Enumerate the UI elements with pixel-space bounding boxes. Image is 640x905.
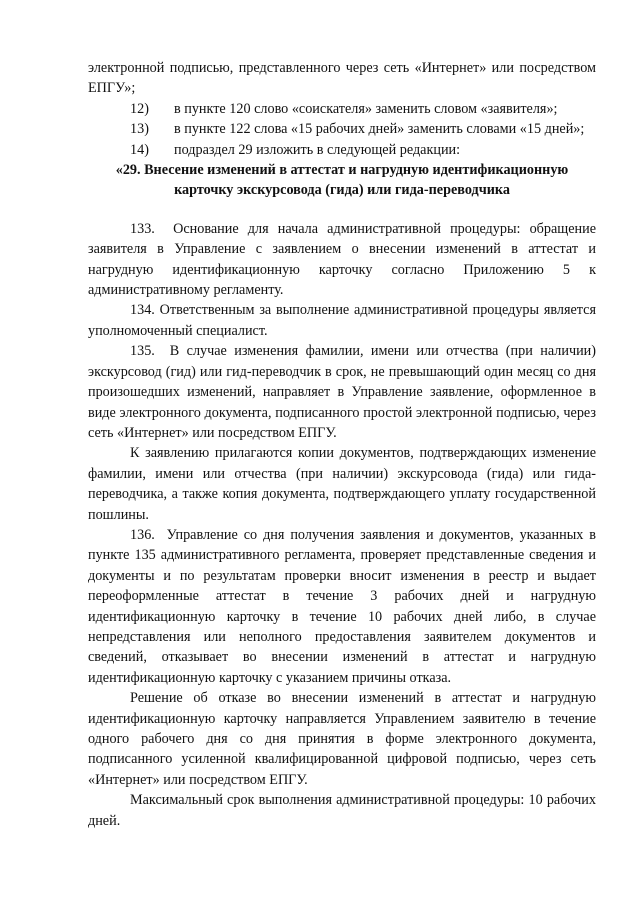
section-title-text: «29. Внесение изменений в аттестат и нагрудную идентификационную карточку экскурсовода (гида) или гида-переводчика <box>115 162 569 199</box>
list-item-number: 14) <box>130 141 149 158</box>
paragraph-134: 134. Ответственным за выполнение административной процедуры является уполномоченный специалист. <box>88 302 596 339</box>
list-item-13 <box>88 119 596 139</box>
list-item-text: в пункте 122 слова «15 рабочих дней» заменить словами «15 дней»; <box>174 121 585 138</box>
list-item-number: 13) <box>130 121 149 138</box>
paragraph-133: 133. Основание для начала административной процедуры: обращение заявителя в Управление с заявлением о внесении изменений в аттестат и нагрудную идентификационную карточку согласно Приложению 5 к административному регламенту. <box>88 220 596 299</box>
list-item-text: подраздел 29 изложить в следующей редакции: <box>174 141 461 158</box>
list-item-12 <box>88 99 596 119</box>
document-page <box>88 58 596 831</box>
paragraph-136: 136. Управление со дня получения заявления и документов, указанных в пункте 135 административного регламента, проверяет представленные сведения и документы и по результатам проверки вносит изменения в реестр и выдает переоформленные аттестат в течение 3 рабочих дней и нагрудную идентификационную карточку в течение 10 рабочих дней либо, в случае непредставления или неполного предоставления заявителем документов и сведений, отказывает во внесении изменений в аттестат и нагрудную идентификационную карточку с указанием причины отказа. <box>88 526 596 686</box>
paragraph-135: 135. В случае изменения фамилии, имени или отчества (при наличии) экскурсовод (гид) или гид-переводчик в срок, не превышающий один месяц со дня произошедших изменений, направляет в Управление заявление, оформленное в виде электронного документа, подписанного простой электронной подписью, через сеть «Интернет» или посредством ЕПГУ. <box>88 343 596 441</box>
paragraph-refusal-decision: Решение об отказе во внесении изменений в аттестат и нагрудную идентификационную карточку направляется Управлением заявителю в течение одного рабочего дня со дня принятия в форме электронного документа, подписанного усиленной квалифицированной цифровой подписью, через сеть «Интернет» или посредством ЕПГУ. <box>88 690 596 788</box>
paragraph-max-duration: Максимальный срок выполнения административной процедуры: 10 рабочих дней. <box>88 792 596 829</box>
list-item-14 <box>88 140 596 160</box>
list-item-text: в пункте 120 слово «соискателя» заменить словом «заявителя»; <box>174 100 558 117</box>
paragraph-135-attachments: К заявлению прилагаются копии документов, подтверждающих изменение фамилии, имени или отчества (при наличии) экскурсовода (гида) или гида-переводчика, а также копия документа, подтверждающего уплату государственной пошлины. <box>88 445 596 523</box>
section-title <box>98 160 586 201</box>
intro-continuation: электронной подписью, представленного через сеть «Интернет» или посредством ЕПГУ»; <box>88 60 596 97</box>
list-item-number: 12) <box>130 100 149 117</box>
